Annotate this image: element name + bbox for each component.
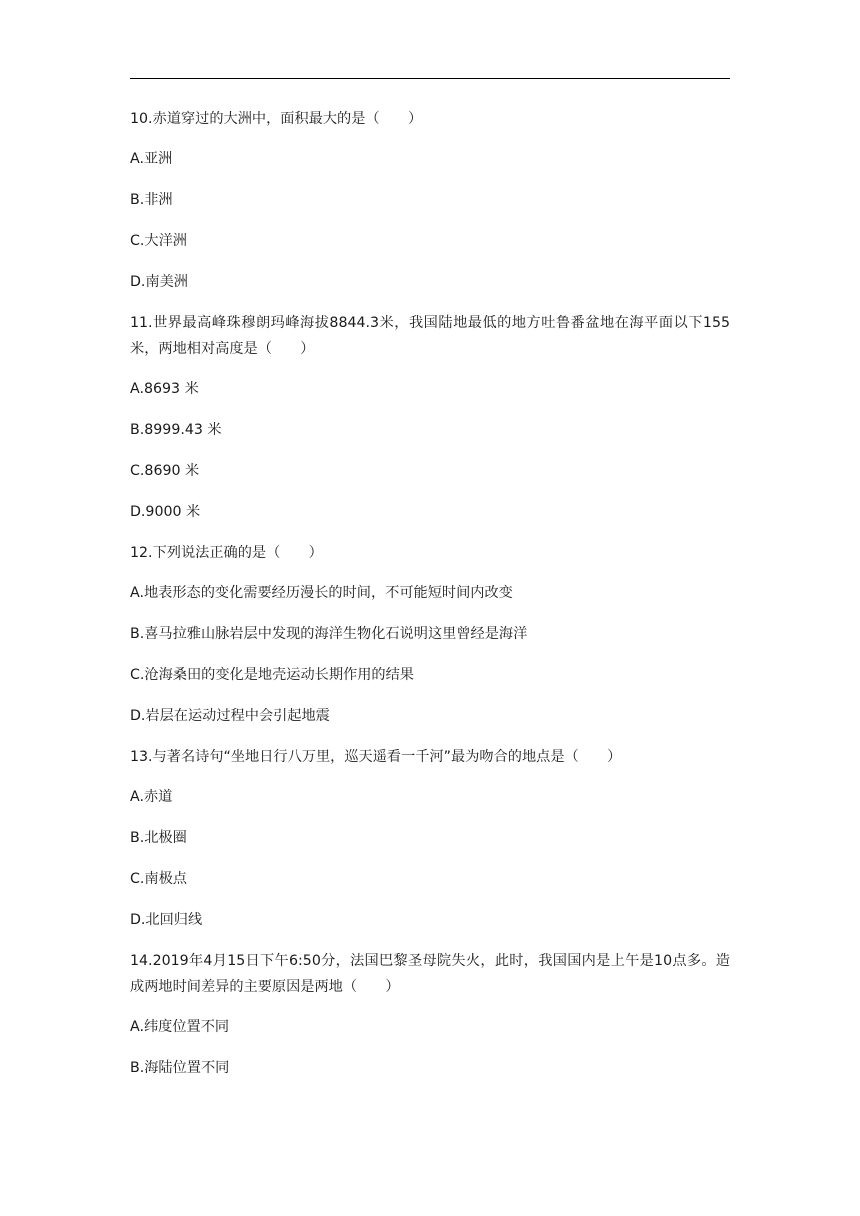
option-b: B.海陆位置不同 [130,1060,230,1076]
question-12 [130,540,730,729]
option-b: B.非洲 [130,192,173,208]
option-d: D.北回归线 [130,912,203,928]
question-14 [130,948,730,1081]
option-b: B.8999.43 米 [130,422,222,438]
option-b: B.北极圈 [130,830,187,846]
question-stem: 11.世界最高峰珠穆朗玛峰海拔8844.3米，我国陆地最低的地方吐鲁番盆地在海平面以下155米，两地相对高度是（ ） [130,315,730,357]
header-rule [130,78,730,79]
question-stem: 10.赤道穿过的大洲中，面积最大的是（ ） [130,111,423,127]
question-stem: 12.下列说法正确的是（ ） [130,545,323,561]
option-a: A.地表形态的变化需要经历漫长的时间，不可能短时间内改变 [130,585,513,601]
question-13 [130,744,730,933]
option-a: A.8693 米 [130,381,199,397]
document-page [130,106,730,1096]
option-c: C.8690 米 [130,463,200,479]
option-a: A.亚洲 [130,151,173,167]
question-stem: 13.与著名诗句“坐地日行八万里，巡天遥看一千河”最为吻合的地点是（ ） [130,749,622,765]
question-11 [130,310,730,525]
option-a: A.赤道 [130,789,173,805]
option-b: B.喜马拉雅山脉岩层中发现的海洋生物化石说明这里曾经是海洋 [130,626,528,642]
question-stem: 14.2019年4月15日下午6:50分，法国巴黎圣母院失火，此时，我国国内是上午是10点多。造成两地时间差异的主要原因是两地（ ） [130,953,730,995]
option-c: C.大洋洲 [130,233,187,249]
option-c: C.南极点 [130,871,187,887]
option-d: D.南美洲 [130,274,188,290]
option-d: D.9000 米 [130,504,201,520]
option-c: C.沧海桑田的变化是地壳运动长期作用的结果 [130,667,414,683]
question-10 [130,106,730,295]
option-d: D.岩层在运动过程中会引起地震 [130,708,330,724]
option-a: A.纬度位置不同 [130,1019,230,1035]
